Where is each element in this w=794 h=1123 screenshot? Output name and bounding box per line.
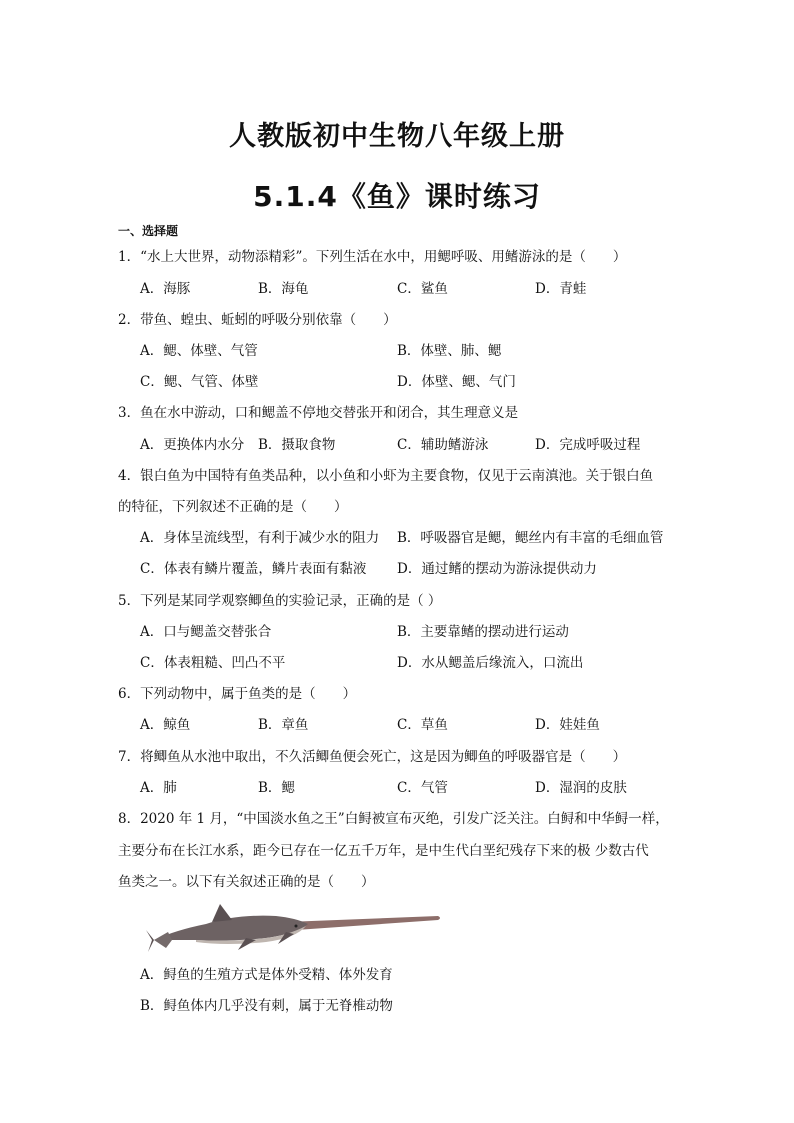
- q5-option-c: C．体表粗糙、凹凸不平: [140, 655, 286, 671]
- q5-option-a: A．口与鳃盖交替张合: [140, 624, 272, 640]
- q5-option-d: D．水从鳃盖后缘流入，口流出: [397, 655, 584, 671]
- question-2-stem: 2．带鱼、蝗虫、蚯蚓的呼吸分别依靠（ ）: [118, 312, 397, 328]
- q1-option-d: D．青蛙: [535, 281, 587, 297]
- q7-option-b: B．鳃: [258, 780, 295, 796]
- section-heading: 一、选择题: [118, 224, 179, 238]
- q4-option-c: C．体表有鳞片覆盖，鳞片表面有黏液: [140, 561, 367, 577]
- document-title: 人教版初中生物八年级上册: [229, 121, 565, 152]
- q7-option-a: A．肺: [140, 780, 177, 796]
- document-subtitle: 5.1.4《鱼》课时练习: [253, 180, 541, 213]
- question-8-stem-line-3: 鱼类之一。以下有关叙述正确的是（ ）: [118, 874, 375, 890]
- q3-option-d: D．完成呼吸过程: [535, 437, 641, 453]
- q2-option-c: C．鳃、气管、体壁: [140, 374, 259, 390]
- question-8-stem-line-1: 8．2020 年 1 月，“中国淡水鱼之王”白鲟被宣布灭绝，引发广泛关注。白鲟和中华鲟一样，: [118, 811, 669, 827]
- q1-option-a: A．海豚: [140, 281, 191, 297]
- paddlefish-image: [146, 896, 442, 954]
- question-7-stem: 7．将鲫鱼从水池中取出，不久活鲫鱼便会死亡，这是因为鲫鱼的呼吸器官是（ ）: [118, 749, 627, 765]
- q3-option-c: C．辅助鳍游泳: [397, 437, 489, 453]
- q5-option-b: B．主要靠鳍的摆动进行运动: [397, 624, 569, 640]
- q7-option-d: D．湿润的皮肤: [535, 780, 627, 796]
- q3-option-a: A．更换体内水分: [140, 437, 245, 453]
- question-4-stem-line-1: 4．银白鱼为中国特有鱼类品种，以小鱼和小虾为主要食物，仅见于云南滇池。关于银白鱼: [118, 468, 654, 484]
- q1-option-c: C．鲨鱼: [397, 281, 448, 297]
- q8-option-b: B．鲟鱼体内几乎没有刺，属于无脊椎动物: [140, 998, 393, 1014]
- q2-option-d: D．体壁、鳃、气门: [397, 374, 516, 390]
- q8-option-a: A．鲟鱼的生殖方式是体外受精、体外发育: [140, 967, 393, 983]
- question-5-stem: 5．下列是某同学观察鲫鱼的实验记录，正确的是（ ）: [118, 593, 442, 609]
- question-3-stem: 3．鱼在水中游动，口和鳃盖不停地交替张开和闭合，其生理意义是: [118, 405, 519, 421]
- question-8-stem-line-2: 主要分布在长江水系，距今已存在一亿五千万年，是中生代白垩纪残存下来的极 少数古代: [118, 843, 649, 859]
- question-6-stem: 6．下列动物中，属于鱼类的是（ ）: [118, 686, 357, 702]
- q6-option-d: D．娃娃鱼: [535, 717, 600, 733]
- q4-option-a: A．身体呈流线型，有利于减少水的阻力: [140, 530, 380, 546]
- q1-option-b: B．海龟: [258, 281, 309, 297]
- q6-option-a: A．鲸鱼: [140, 717, 191, 733]
- q4-option-d: D．通过鳍的摆动为游泳提供动力: [397, 561, 597, 577]
- q2-option-a: A．鳃、体壁、气管: [140, 343, 258, 359]
- q2-option-b: B．体壁、肺、鳃: [397, 343, 502, 359]
- q6-option-b: B．章鱼: [258, 717, 309, 733]
- question-4-stem-line-2: 的特征，下列叙述不正确的是（ ）: [118, 499, 348, 515]
- q6-option-c: C．草鱼: [397, 717, 448, 733]
- q3-option-b: B．摄取食物: [258, 437, 336, 453]
- q7-option-c: C．气管: [397, 780, 448, 796]
- question-1-stem: 1．“水上大世界，动物添精彩”。下列生活在水中，用鳃呼吸、用鳍游泳的是（ ）: [118, 249, 627, 265]
- q4-option-b: B．呼吸器官是鳃，鳃丝内有丰富的毛细血管: [397, 530, 664, 546]
